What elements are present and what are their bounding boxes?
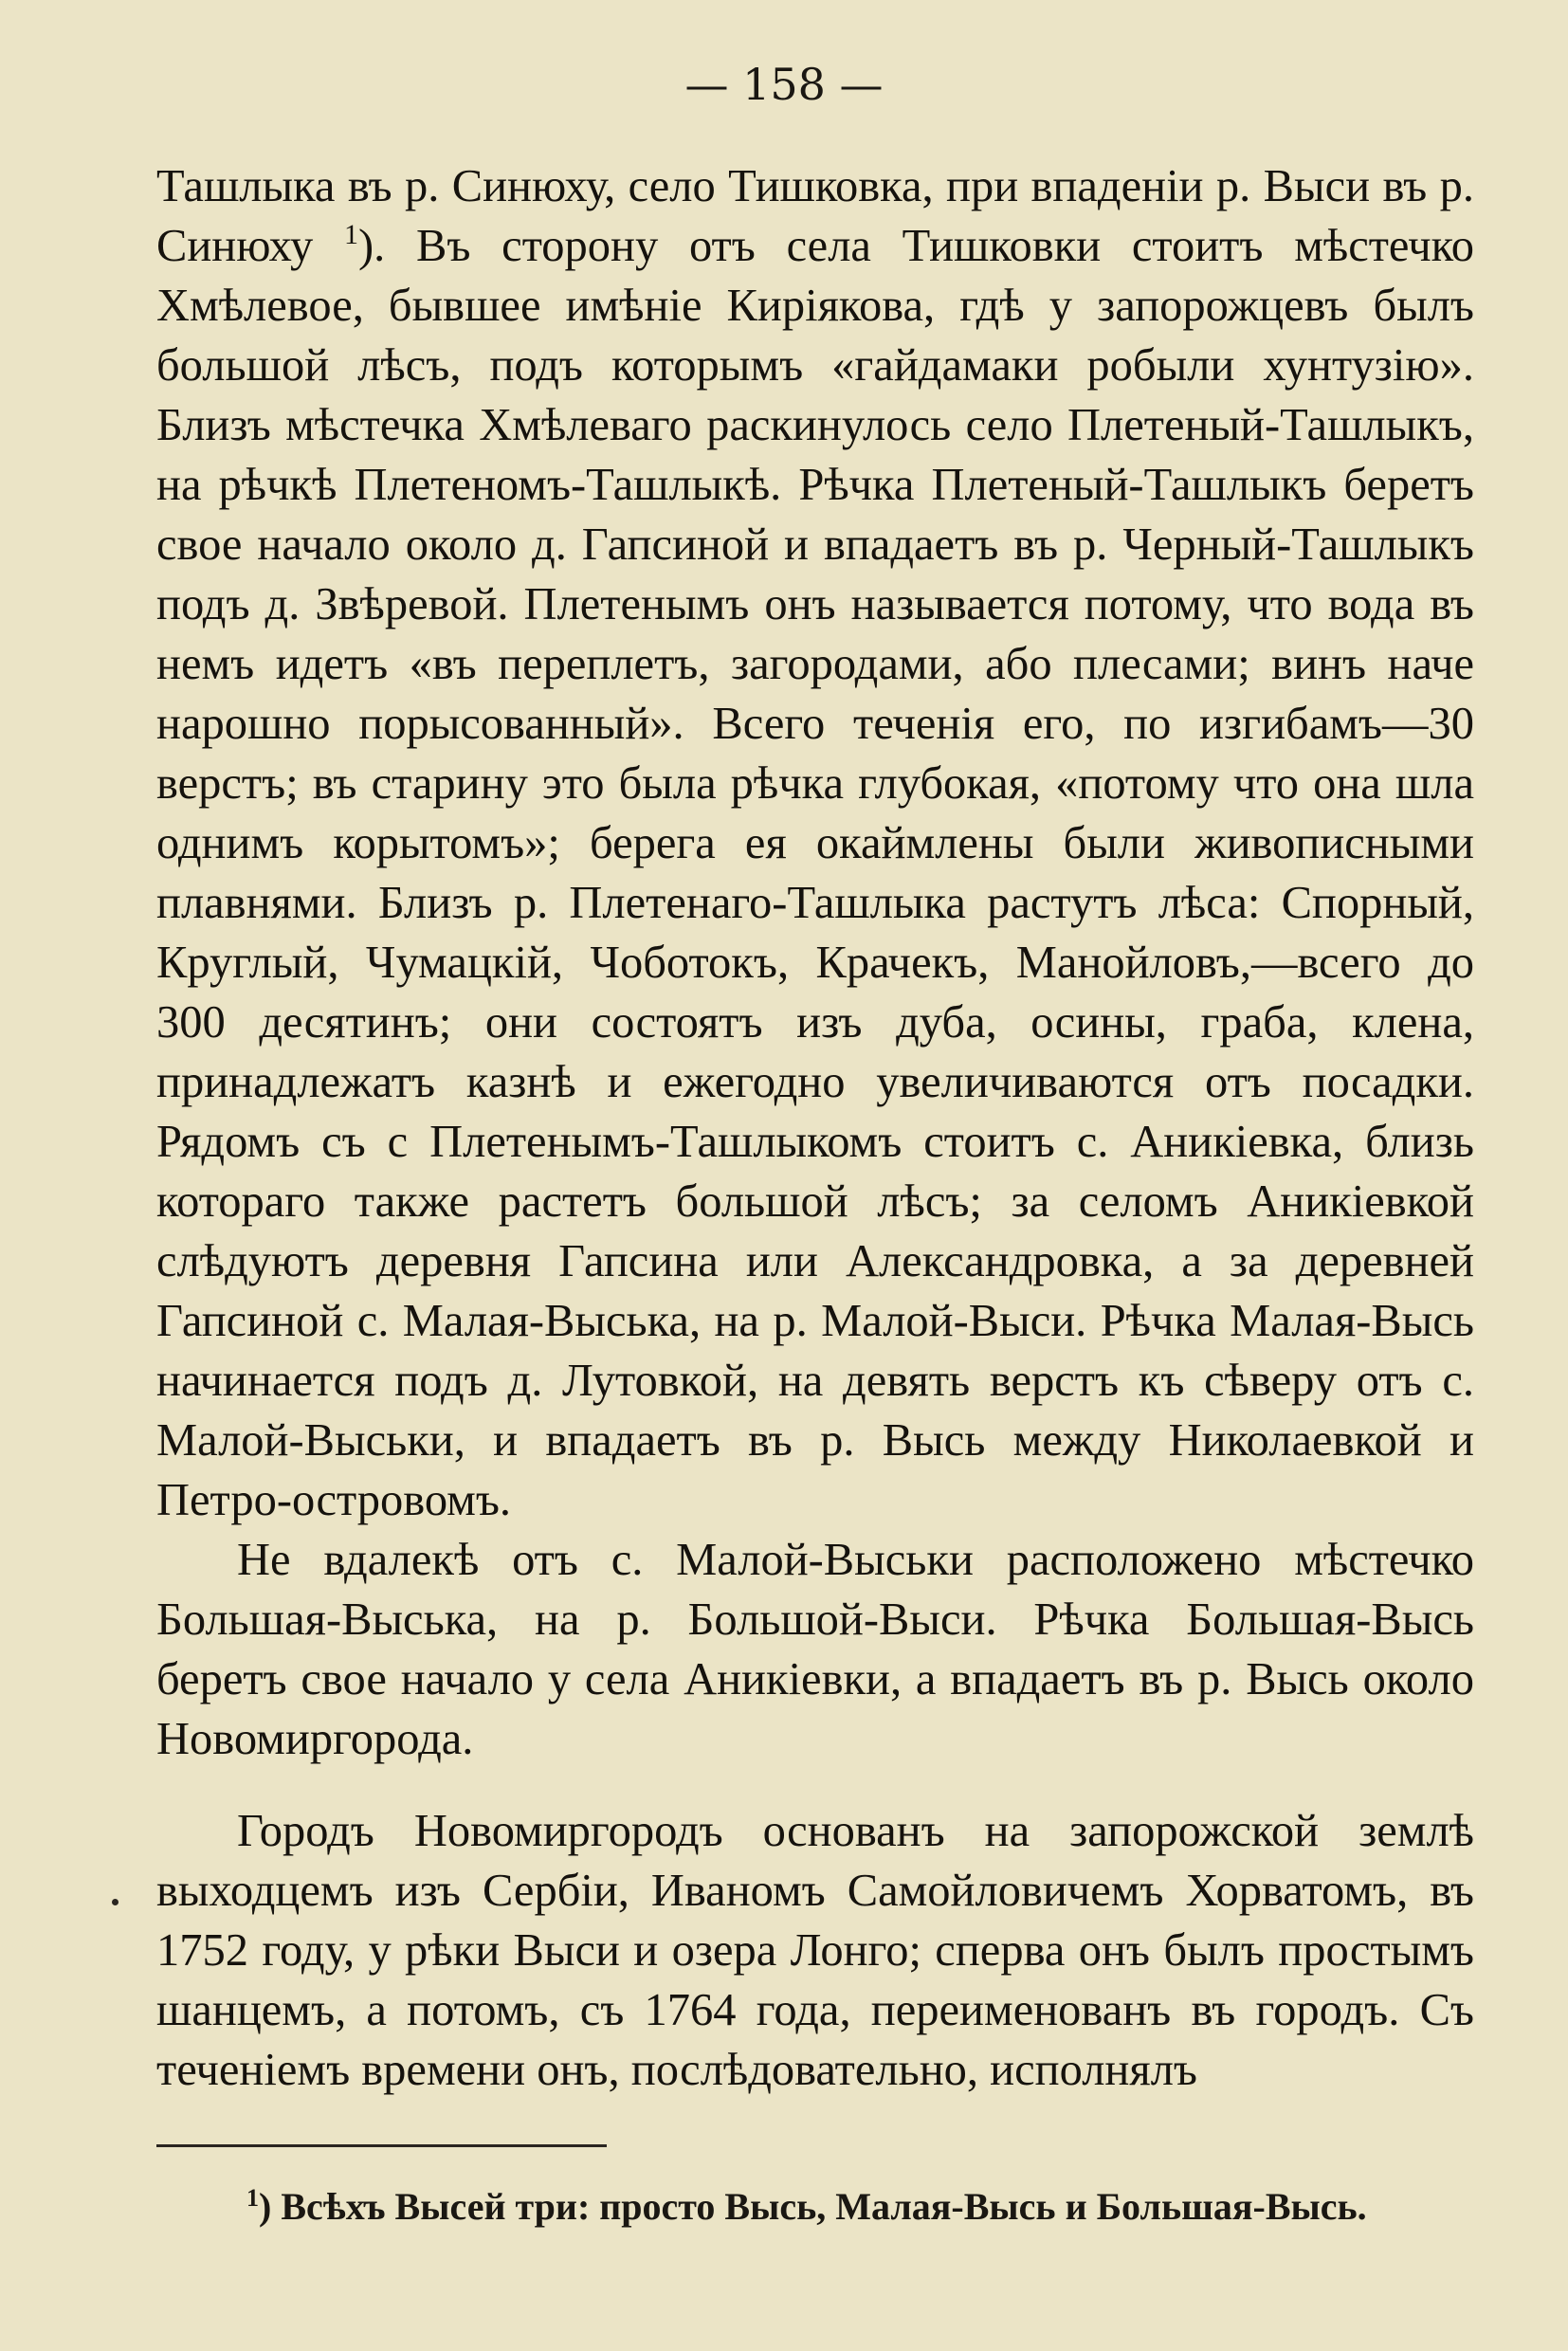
footnote (246, 2180, 1479, 2233)
page-number: — 158 — (684, 59, 884, 110)
paragraph-text: Ташлыка въ р. Синюху, село Тишковка, при впаденіи р. Выси въ р. Синюху (156, 161, 1474, 271)
margin-mark (112, 1899, 119, 1905)
main-text (156, 156, 1474, 2100)
paragraph: Не вдалекѣ отъ с. Малой-Выськи расположено мѣстечко Большая-Выська, на р. Большой-Выси. Рѣчка Большая-Высь беретъ свое начало у села Аникіевки, а впадаетъ въ р. Высь около Новомиргорода. (156, 1535, 1474, 1764)
footnote-text: ) Всѣхъ Высей три: просто Высь, Малая-Высь и Большая-Высь. (259, 2185, 1367, 2228)
footnote-marker: 1 (246, 2184, 259, 2212)
paragraph-continued (156, 156, 1474, 1530)
footnote-reference[interactable]: 1 (344, 219, 358, 250)
footnote-divider (156, 2144, 607, 2147)
paragraph-text: ). Въ сторону отъ села Тишковки стоитъ мѣстечко Хмѣлевое, бывшее имѣніе Киріякова, гдѣ у запорожцевъ былъ большой лѣсъ, подъ которымъ «гайдамаки робыли хунтузію». Близъ мѣстечка Хмѣлеваго раскинулось село Плетеный-Ташлыкъ, на рѣчкѣ Плетеномъ-Ташлыкѣ. Рѣчка Плетеный-Ташлыкъ беретъ свое начало около д. Гапсиной и впадаетъ въ р. Черный-Ташлыкъ подъ д. Звѣревой. Плетенымъ онъ называется потому, что вода въ немъ идетъ «въ переплетъ, загородами, або плесами; винъ наче нарошно порысованный». Всего теченія его, по изгибамъ—30 верстъ; въ старину это была рѣчка глубокая, «потому что она шла однимъ корытомъ»; берега ея окаймлены были живописными плавнями. Близъ р. Плетенаго-Ташлыка растутъ лѣса: Спорный, Круглый, Чумацкій, Чоботокъ, Крачекъ, Манойловъ,—всего до 300 десятинъ; они состоятъ изъ дуба, осины, граба, клена, принадлежатъ казнѣ и ежегодно увеличиваются отъ посадки. Рядомъ съ с Плетенымъ-Ташлыкомъ стоитъ с. Аникіевка, близь котораго также растетъ большой лѣсъ; за селомъ Аникіевкой слѣдуютъ деревня Гапсина или Александровка, а за деревней Гапсиной с. Малая-Выська, на р. Малой-Выси. Рѣчка Малая-Высь начинается подъ д. Лутовкой, на девять верстъ къ сѣверу отъ с. Малой-Выськи, и впадаетъ въ р. Высь между Николаевкой и Петро-островомъ. (156, 221, 1474, 1525)
paragraph: Городъ Новомиргородъ основанъ на запорожской землѣ выходцемъ изъ Сербіи, Иваномъ Самойловичемъ Хорватомъ, въ 1752 году, у рѣки Выси и озера Лонго; сперва онъ былъ простымъ шанцемъ, а потомъ, съ 1764 года, переименованъ въ городъ. Съ теченіемъ времени онъ, послѣдовательно, исполнялъ (156, 1806, 1474, 2095)
